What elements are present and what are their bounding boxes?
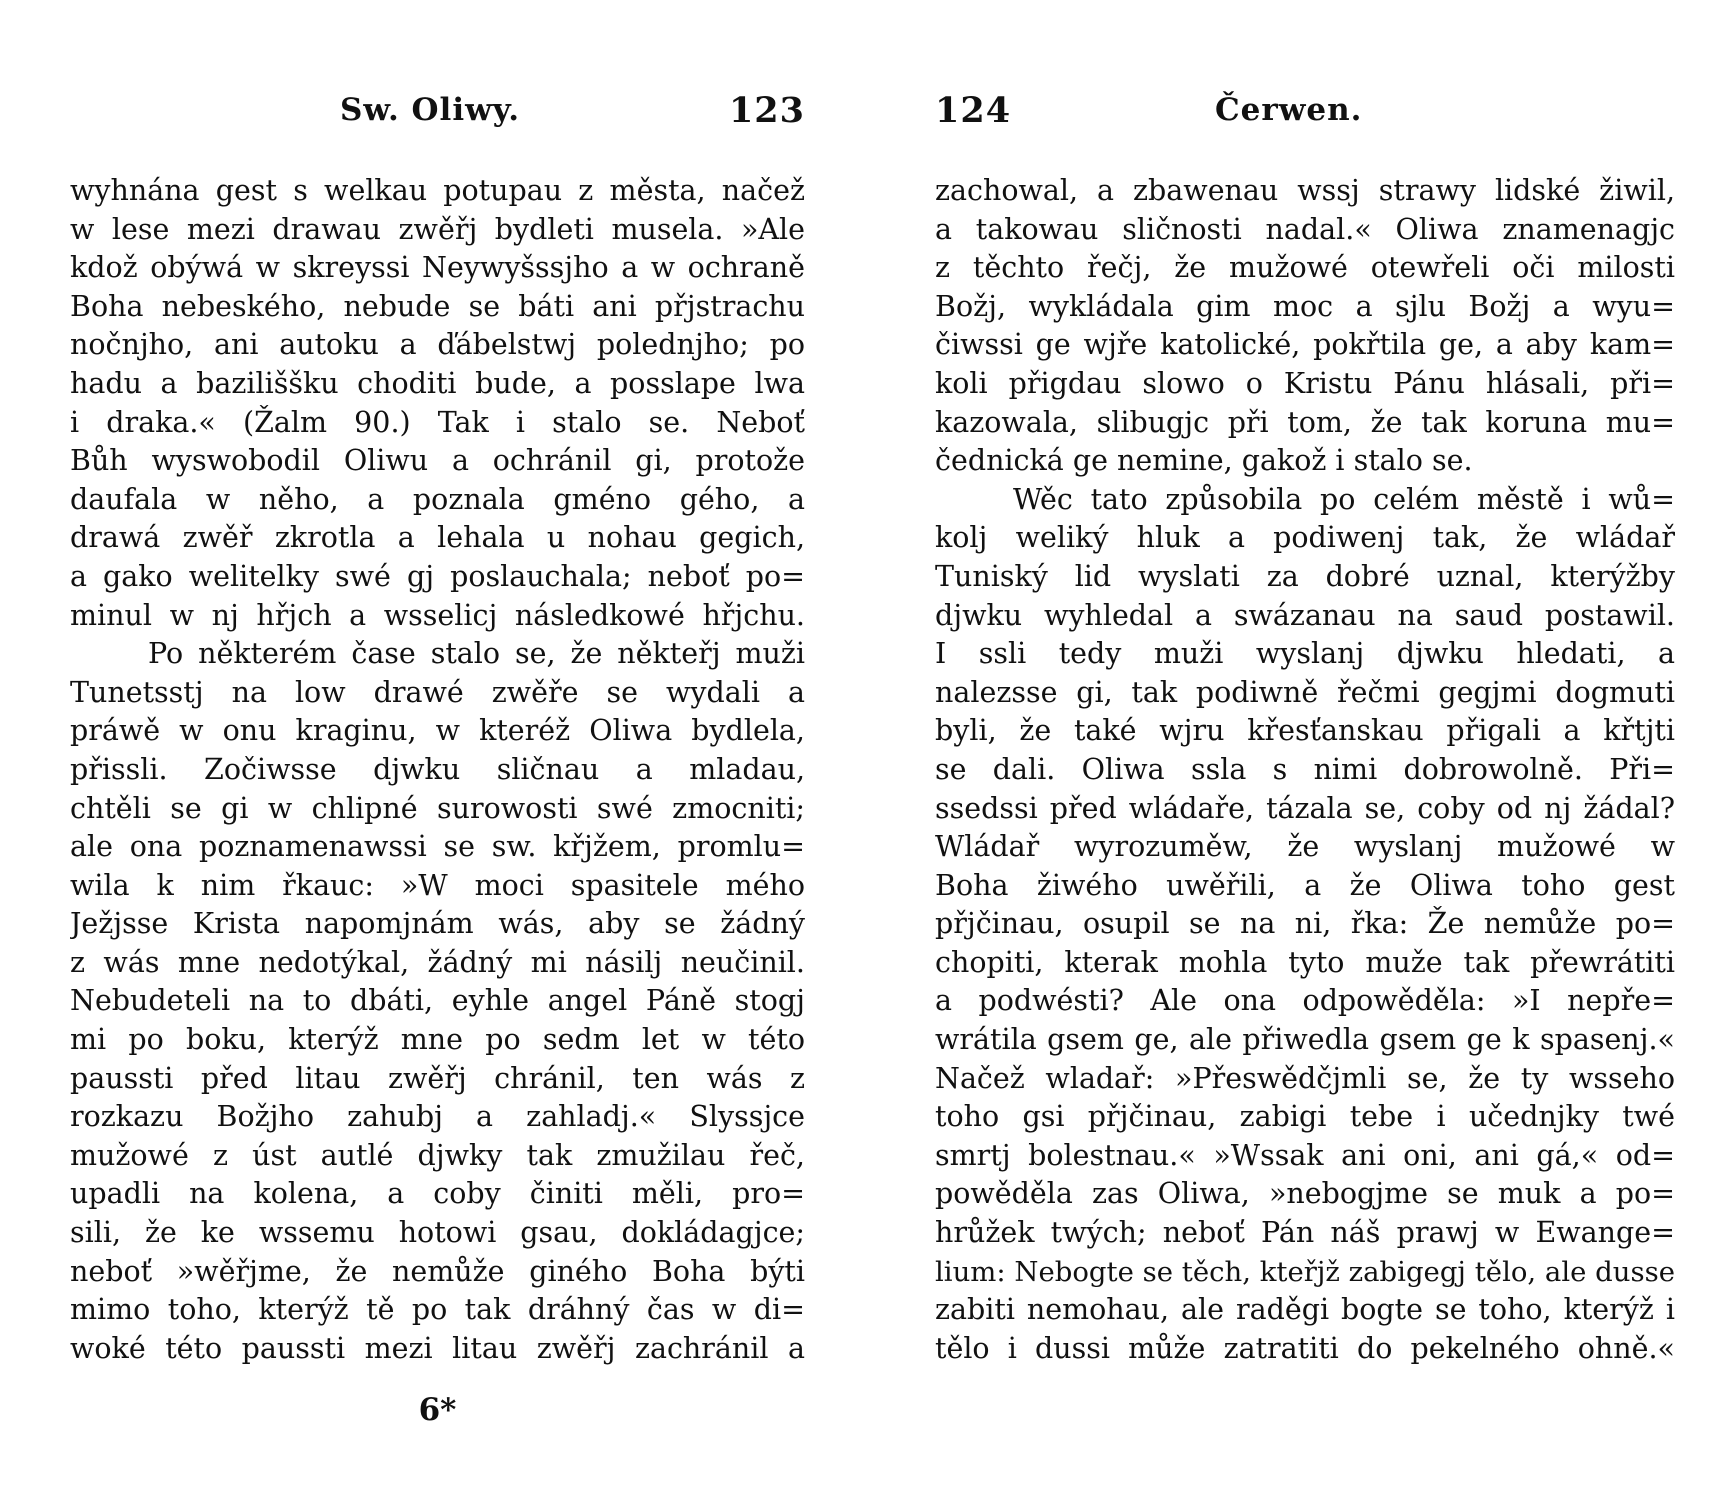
text-line: tělo i dussi může zatratiti do pekelného ohně.« bbox=[935, 1331, 1675, 1365]
text-line: Tunetsstj na low drawé zwěře se wydali a bbox=[70, 675, 805, 709]
text-line: Načež wladař: »Přeswědčjmli se, že ty wsseho bbox=[935, 1061, 1675, 1095]
text-line: upadli na kolena, a coby činiti měli, pro= bbox=[70, 1177, 805, 1211]
text-line: minul w nj hřjch a wsselicj následkowé hřjchu. bbox=[70, 598, 805, 632]
text-line: chopiti, kterak mohla tyto muže tak přewrátiti bbox=[935, 945, 1675, 979]
text-line: kolj weliký hluk a podiwenj tak, že wládař bbox=[935, 521, 1675, 555]
text-line: wyhnána gest s welkau potupau z města, načež bbox=[70, 174, 805, 207]
text-line: sili, že ke wssemu hotowi gsau, dokládagjce; bbox=[70, 1216, 805, 1250]
left-page-body bbox=[70, 172, 805, 1368]
text-line: mužowé z úst autlé djwky tak zmužilau řeč, bbox=[70, 1138, 805, 1172]
text-line: neboť »wěřjme, že nemůže giného Boha býti bbox=[70, 1254, 805, 1288]
text-line: a gako welitelky swé gj poslauchala; neboť po= bbox=[70, 559, 805, 593]
text-line: drawá zwěř zkrotla a lehala u nohau gegich, bbox=[70, 521, 805, 555]
text-line: zachowal, a zbawenau wssj strawy lidské žiwil, bbox=[935, 174, 1675, 207]
text-line: byli, že také wjru křesťanskau přigali a křtjti bbox=[935, 714, 1675, 748]
text-line: zabiti nemohau, ale raděgi bogte se toho, kterýž i bbox=[935, 1293, 1675, 1327]
text-line: z wás mne nedotýkal, žádný mi násilj neučinil. bbox=[70, 945, 805, 979]
text-line: čednická ge nemine, gakož i stalo se. bbox=[935, 444, 1473, 478]
text-line: hadu a baziliššku choditi bude, a posslape lwa bbox=[70, 366, 805, 400]
text-line: Po některém čase stalo se, že někteřj muži bbox=[148, 637, 805, 671]
text-line: hrůžek twých; neboť Pán náš prawj w Ewange= bbox=[935, 1216, 1675, 1250]
text-line: přjčinau, osupil se na ni, řka: Že nemůže po= bbox=[935, 907, 1675, 941]
text-line: w lese mezi drawau zwěřj bydleti musela. »Ale bbox=[70, 212, 805, 246]
text-line: mimo toho, kterýž tě po tak dráhný čas w di= bbox=[70, 1293, 805, 1327]
text-line: wrátila gsem ge, ale přiwedla gsem ge k spasenj.« bbox=[935, 1023, 1675, 1057]
right-page bbox=[935, 0, 1675, 1500]
text-line: kdož obýwá w skreyssi Neywyšssjho a w ochraně bbox=[70, 251, 805, 285]
right-page-body bbox=[935, 172, 1675, 1368]
text-line: Wládař wyrozuměw, že wyslanj mužowé w bbox=[935, 830, 1675, 864]
text-line: a podwésti? Ale ona odpowěděla: »I nepře= bbox=[935, 984, 1675, 1018]
text-line: ale ona poznamenawssi se sw. křjžem, promlu= bbox=[70, 830, 805, 864]
text-line: mi po boku, kterýž mne po sedm let w této bbox=[70, 1023, 805, 1057]
text-line: Boha nebeského, nebude se báti ani přjstrachu bbox=[70, 289, 805, 323]
text-line: přissli. Zočiwsse djwku sličnau a mladau, bbox=[70, 752, 805, 786]
text-line: paussti před litau zwěřj chránil, ten wás z bbox=[70, 1061, 805, 1095]
text-line: chtěli se gi w chlipné surowosti swé zmocniti; bbox=[70, 791, 805, 825]
text-line: čiwssi ge wjře katolické, pokřtila ge, a aby kam= bbox=[935, 328, 1675, 362]
text-line: lium: Nebogte se těch, kteřjž zabigegj tělo, ale dusse bbox=[935, 1255, 1675, 1288]
text-line: i draka.« (Žalm 90.) Tak i stalo se. Neboť bbox=[70, 405, 805, 439]
page-number: 123 bbox=[728, 90, 805, 131]
text-line: daufala w něho, a poznala gméno gého, a bbox=[70, 482, 805, 516]
text-line: se dali. Oliwa ssla s nimi dobrowolně. Při= bbox=[935, 752, 1675, 786]
text-line: a takowau sličnosti nadal.« Oliwa znamenagjc bbox=[935, 212, 1675, 246]
text-line: nočnjho, ani autoku a ďábelstwj polednjho; po bbox=[70, 328, 805, 362]
text-line: Boha žiwého uwěřili, a že Oliwa toho gest bbox=[935, 868, 1675, 902]
running-head: Sw. Oliwy. bbox=[340, 92, 521, 128]
text-line: rozkazu Božjho zahubj a zahladj.« Slyssjce bbox=[70, 1100, 805, 1134]
text-line: Bůh wyswobodil Oliwu a ochránil gi, protože bbox=[70, 444, 805, 478]
text-line: nalezsse gi, tak podiwně řečmi gegjmi dogmuti bbox=[935, 675, 1675, 709]
left-page bbox=[70, 0, 805, 1500]
text-line: koli přigdau slowo o Kristu Pánu hlásali, při= bbox=[935, 366, 1675, 400]
text-line: powěděla zas Oliwa, »nebogjme se muk a po= bbox=[935, 1177, 1675, 1211]
text-line: ssedssi před wládaře, tázala se, coby od nj žádal? bbox=[935, 791, 1675, 825]
text-line: I ssli tedy muži wyslanj djwku hledati, a bbox=[935, 637, 1675, 671]
text-line: djwku wyhledal a swázanau na saud postawil. bbox=[935, 598, 1675, 632]
text-line: z těchto řečj, že mužowé otewřeli oči milosti bbox=[935, 251, 1675, 285]
text-line: wila k nim řkauc: »W moci spasitele mého bbox=[70, 868, 805, 902]
text-line: Nebudeteli na to dbáti, eyhle angel Páně stogj bbox=[70, 984, 805, 1018]
left-page-header bbox=[70, 92, 805, 142]
text-line: Ježjsse Krista napomjnám wás, aby se žádný bbox=[70, 907, 805, 941]
running-head: Čerwen. bbox=[1215, 92, 1363, 128]
text-line: Božj, wykládala gim moc a sjlu Božj a wyu= bbox=[935, 289, 1675, 323]
text-line: smrtj bolestnau.« »Wssak ani oni, ani gá,« od= bbox=[935, 1138, 1675, 1172]
text-line: Tuniský lid wyslati za dobré uznal, kterýžby bbox=[935, 559, 1675, 593]
text-line: kazowala, slibugjc při tom, že tak koruna mu= bbox=[935, 405, 1675, 439]
text-line: práwě w onu kraginu, w kteréž Oliwa bydlela, bbox=[70, 714, 805, 748]
signature-mark: 6* bbox=[418, 1392, 457, 1428]
text-line: Wěc tato způsobila po celém městě i wů= bbox=[1013, 482, 1675, 516]
page-number: 124 bbox=[935, 90, 1012, 131]
text-line: woké této paussti mezi litau zwěřj zachránil a bbox=[70, 1331, 805, 1365]
text-line: toho gsi přjčinau, zabigi tebe i učednjky twé bbox=[935, 1100, 1675, 1134]
right-page-header bbox=[935, 92, 1675, 142]
